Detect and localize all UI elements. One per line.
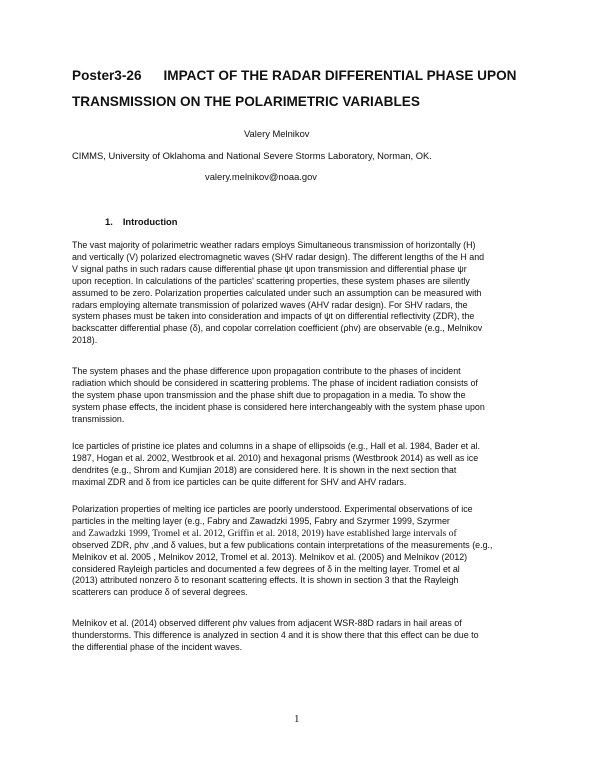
text-line: The system phases and the phase difference upon propagation contribute to the phases of incident <box>72 366 461 376</box>
text-line: system phases must be taken into consideration and impacts of ψt on differential reflectivity (ZDR), the <box>72 311 475 322</box>
text-line: V signal paths in such radars cause differential phase ψt upon transmission and differential phase ψr <box>72 263 467 274</box>
text-line: (2013) attributed nonzero δ to resonant scattering effects. It is shown in section 3 that the Rayleigh <box>72 575 459 586</box>
paragraph-3 <box>72 441 542 489</box>
paragraph-4 <box>72 504 542 599</box>
paper-title-line-2: TRANSMISSION ON THE POLARIMETRIC VARIABLES <box>72 94 420 109</box>
text-line: 2018). <box>72 335 98 346</box>
text-line: the differential phase of the incident waves. <box>72 641 243 652</box>
text-line: Melnikov et al. (2014) observed different ρhv values from adjacent WSR-88D radars in hail areas of <box>72 618 462 628</box>
text-line: 1987, Hogan et al. 2002, Westbrook et al. 2010) and hexagonal prisms (Westbrook 2014) as well as ice <box>72 452 479 463</box>
title-text-1: IMPACT OF THE RADAR DIFFERENTIAL PHASE UPON <box>163 68 517 83</box>
text-line: backscatter differential phase (δ), and copolar correlation coefficient (ρhv) are observable (e.g., Melnikov <box>72 323 483 334</box>
paragraph-5 <box>72 618 542 654</box>
author-email: valery.melnikov@noaa.gov <box>205 171 317 182</box>
text-line: particles in the melting layer (e.g., Fabry and Zawadzki 1995, Fabry and Szyrmer 1999, Szyrmer <box>72 515 450 526</box>
text-line: maximal ZDR and δ from ice particles can be quite different for SHV and AHV radars. <box>72 476 407 487</box>
text-line: Polarization properties of melting ice particles are poorly understood. Experimental observations of ice <box>72 504 473 514</box>
text-line: Melnikov et al. 2005 , Melnikov 2012, Tromel et al. 2013). Melnikov et al. (2005) and Melnikov (2012) <box>72 551 468 562</box>
text-line: transmission. <box>72 413 125 424</box>
text-line: considered Rayleigh particles and documented a few degrees of δ in the melting layer. Tromel et al <box>72 563 460 574</box>
paper-title-line-1 <box>72 68 542 83</box>
affiliation: CIMMS, University of Oklahoma and National Severe Storms Laboratory, Norman, OK. <box>72 150 432 161</box>
text-line: dendrites (e.g., Shrom and Kumjian 2018) are considered here. It is shown in the next section that <box>72 464 457 475</box>
text-line: observed ZDR, ρhv ,and δ values, but a few publications contain interpretations of the measurements (e.g., <box>72 539 493 550</box>
section-title: Introduction <box>122 216 178 227</box>
paragraph-1 <box>72 240 542 347</box>
text-line: The vast majority of polarimetric weather radars employs Simultaneous transmission of horizontally (H) <box>72 240 476 250</box>
author-name: Valery Melnikov <box>244 128 310 139</box>
text-line: thunderstorms. This difference is analyzed in section 4 and it is show there that this effect can be due to <box>72 629 479 640</box>
text-line: scatterers can produce δ of several degrees. <box>72 587 248 598</box>
text-line: Ice particles of pristine ice plates and columns in a shape of ellipsoids (e.g., Hall et al. 1984, Bader et al. <box>72 441 480 451</box>
text-line: system phase effects, the incident phase is considered here interchangeably with the system phase upon <box>72 401 485 412</box>
paragraph-2 <box>72 366 542 426</box>
text-line: the system phase upon transmission and the phase shift due to propagation in a media. To show the <box>72 389 466 400</box>
text-line: upon reception. In calculations of the particles' scattering properties, these system phases are silently <box>72 275 470 286</box>
section-number: 1. <box>105 216 113 227</box>
section-heading <box>105 216 178 227</box>
page-number: 1 <box>294 713 300 725</box>
text-line: and Zawadzki 1999, Tromel et al. 2012, Griffin et al. 2018, 2019) have established large intervals of <box>72 527 457 539</box>
text-line: and vertically (V) polarized electromagnetic waves (SHV radar design). The different lengths of the H and <box>72 251 485 262</box>
text-line: radars employing alternate transmission of polarized waves (AHV radar design). For SHV radars, the <box>72 299 468 310</box>
text-line: radiation which should be considered in scattering problems. The phase of incident radiation consists of <box>72 377 478 388</box>
text-line: assumed to be zero. Polarization properties calculated under such an assumption can be measured with <box>72 287 482 298</box>
poster-code: Poster3-26 <box>72 68 142 83</box>
